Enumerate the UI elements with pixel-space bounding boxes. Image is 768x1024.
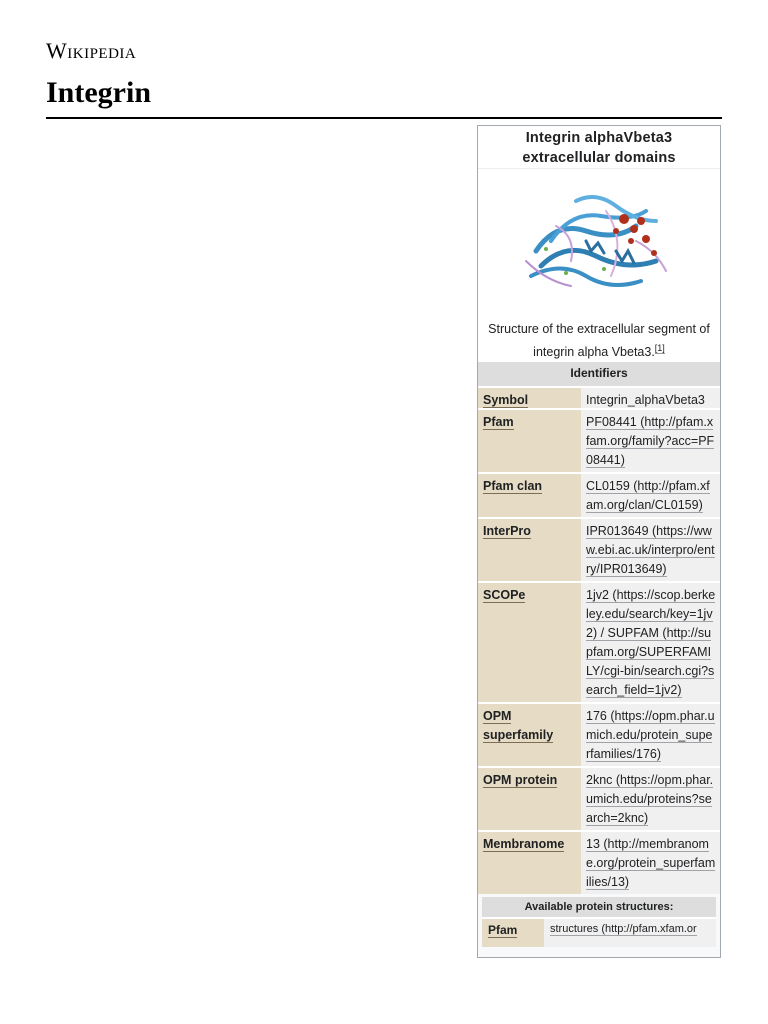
available-structures-header: Available protein structures:	[482, 897, 716, 917]
infobox-row-pfam-clan	[478, 472, 720, 517]
row-label: Symbol	[478, 388, 581, 408]
infobox-title: Integrin alphaVbeta3 extracellular domains	[478, 126, 720, 168]
infobox-row-opm-superfamily	[478, 702, 720, 766]
reference-link[interactable]: [1]	[654, 343, 665, 353]
infobox-row-pfam	[478, 408, 720, 472]
infobox-row-opm-protein	[478, 766, 720, 830]
row-value[interactable]: structures (http://pfam.xfam.or	[544, 919, 716, 947]
row-value[interactable]: IPR013649 (https://www.ebi.ac.uk/interpro/entry/IPR013649)	[581, 519, 720, 581]
infobox	[477, 125, 721, 958]
protein-structure-icon	[516, 181, 676, 301]
page-title: Integrin	[46, 76, 151, 109]
infobox-row-symbol	[478, 386, 720, 408]
row-value: Integrin_alphaVbeta3	[581, 388, 720, 408]
wikipedia-logo[interactable]: Wikipedia	[46, 38, 137, 63]
row-label[interactable]: InterPro	[478, 519, 581, 581]
available-structures-row	[482, 917, 716, 947]
row-label[interactable]: SCOPe	[478, 583, 581, 702]
row-value[interactable]: CL0159 (http://pfam.xfam.org/clan/CL0159)	[581, 474, 720, 517]
caption-text: Structure of the extracellular segment of integrin alpha Vbeta3.	[488, 322, 710, 360]
row-value[interactable]: PF08441 (http://pfam.xfam.org/family?acc=PF08441)	[581, 410, 720, 472]
infobox-row-membranome	[478, 830, 720, 894]
caption-reference[interactable]	[655, 343, 665, 354]
row-label[interactable]: OPM protein	[478, 768, 581, 830]
identifiers-header: Identifiers	[478, 361, 720, 386]
row-label[interactable]: Pfam	[478, 410, 581, 472]
row-value[interactable]: 13 (http://membranome.org/protein_superfamilies/13)	[581, 832, 720, 894]
row-label[interactable]: Pfam	[482, 919, 544, 947]
row-label[interactable]: OPM superfamily	[478, 704, 581, 766]
row-label[interactable]: Membranome	[478, 832, 581, 894]
row-value[interactable]: 176 (https://opm.phar.umich.edu/protein_superfamilies/176)	[581, 704, 720, 766]
infobox-caption	[478, 320, 720, 361]
row-label[interactable]: Pfam clan	[478, 474, 581, 517]
protein-structure-image[interactable]	[478, 168, 720, 320]
row-value[interactable]: 2knc (https://opm.phar.umich.edu/proteins?search=2knc)	[581, 768, 720, 830]
infobox-row-interpro	[478, 517, 720, 581]
row-value[interactable]: 1jv2 (https://scop.berkeley.edu/search/key=1jv2) / SUPFAM (http://supfam.org/SUPERFAMILY/cgi-bin/search.cgi?search_field=1jv2)	[581, 583, 720, 702]
infobox-row-scope	[478, 581, 720, 702]
title-divider	[46, 117, 722, 119]
